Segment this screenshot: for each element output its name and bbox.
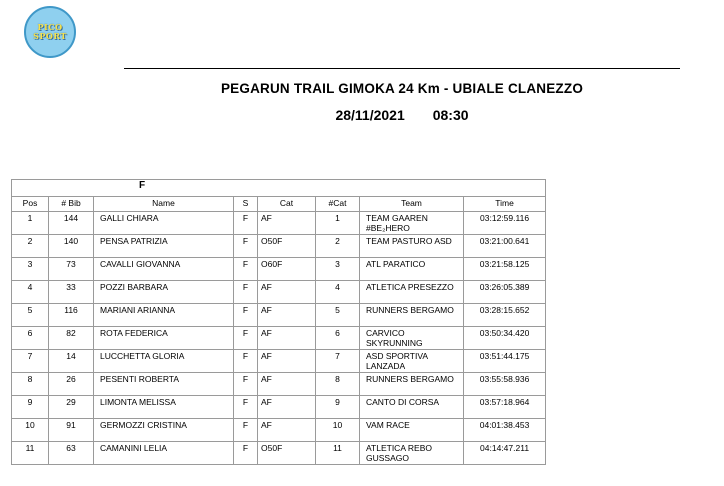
cell-name: MARIANI ARIANNA — [94, 304, 234, 327]
cell-time: 03:12:59.116 — [464, 212, 546, 235]
cell-bib: 144 — [49, 212, 94, 235]
cell-name: PESENTI ROBERTA — [94, 373, 234, 396]
cell-sex: F — [234, 442, 258, 465]
table-row — [12, 304, 546, 327]
cell-pos: 8 — [12, 373, 49, 396]
cell-cat: AF — [258, 373, 316, 396]
cell-sex: F — [234, 350, 258, 373]
table-row — [12, 373, 546, 396]
cell-team: RUNNERS BERGAMO — [360, 304, 464, 327]
cell-name: GERMOZZI CRISTINA — [94, 419, 234, 442]
cell-bib: 29 — [49, 396, 94, 419]
table-row — [12, 327, 546, 350]
logo-text-line2: SPORT — [33, 31, 67, 41]
cell-catpos: 3 — [316, 258, 360, 281]
cell-team: TEAM PASTURO ASD — [360, 235, 464, 258]
cell-pos: 7 — [12, 350, 49, 373]
cell-time: 03:55:58.936 — [464, 373, 546, 396]
cell-team: CANTO DI CORSA — [360, 396, 464, 419]
cell-pos: 4 — [12, 281, 49, 304]
cell-team: VAM RACE — [360, 419, 464, 442]
cell-cat: AF — [258, 396, 316, 419]
cell-bib: 26 — [49, 373, 94, 396]
cell-time: 04:01:38.453 — [464, 419, 546, 442]
pico-sport-logo — [24, 6, 76, 58]
col-time: Time — [464, 197, 546, 212]
col-team: Team — [360, 197, 464, 212]
cell-bib: 140 — [49, 235, 94, 258]
category-label: F — [12, 180, 546, 197]
column-header-row — [12, 197, 546, 212]
cell-name: CAVALLI GIOVANNA — [94, 258, 234, 281]
cell-name: LUCCHETTA GLORIA — [94, 350, 234, 373]
cell-pos: 6 — [12, 327, 49, 350]
cell-bib: 73 — [49, 258, 94, 281]
cell-sex: F — [234, 258, 258, 281]
col-pos: Pos — [12, 197, 49, 212]
cell-name: CAMANINI LELIA — [94, 442, 234, 465]
cell-pos: 3 — [12, 258, 49, 281]
cell-team: TEAM GAAREN #BE₂HERO — [360, 212, 464, 235]
cell-pos: 9 — [12, 396, 49, 419]
cell-pos: 1 — [12, 212, 49, 235]
cell-team: ATL PARATICO — [360, 258, 464, 281]
cell-time: 03:57:18.964 — [464, 396, 546, 419]
cell-catpos: 1 — [316, 212, 360, 235]
cell-bib: 14 — [49, 350, 94, 373]
cell-catpos: 11 — [316, 442, 360, 465]
cell-team: RUNNERS BERGAMO — [360, 373, 464, 396]
race-time: 08:30 — [432, 107, 469, 123]
table-row — [12, 396, 546, 419]
cell-cat: O50F — [258, 235, 316, 258]
cell-pos: 10 — [12, 419, 49, 442]
results-table — [11, 179, 546, 465]
cell-pos: 11 — [12, 442, 49, 465]
cell-bib: 33 — [49, 281, 94, 304]
col-sex: S — [234, 197, 258, 212]
cell-catpos: 2 — [316, 235, 360, 258]
cell-sex: F — [234, 212, 258, 235]
cell-catpos: 10 — [316, 419, 360, 442]
cell-cat: AF — [258, 350, 316, 373]
table-row — [12, 281, 546, 304]
cell-sex: F — [234, 419, 258, 442]
cell-cat: AF — [258, 281, 316, 304]
cell-team: CARVICO SKYRUNNING — [360, 327, 464, 350]
cell-time: 03:51:44.175 — [464, 350, 546, 373]
category-header-row — [12, 180, 546, 197]
cell-time: 03:21:00.641 — [464, 235, 546, 258]
cell-team: ASD SPORTIVA LANZADA — [360, 350, 464, 373]
cell-sex: F — [234, 327, 258, 350]
table-row — [12, 212, 546, 235]
cell-time: 03:28:15.652 — [464, 304, 546, 327]
table-row — [12, 350, 546, 373]
cell-catpos: 6 — [316, 327, 360, 350]
cell-sex: F — [234, 396, 258, 419]
cell-catpos: 8 — [316, 373, 360, 396]
table-row — [12, 419, 546, 442]
cell-name: ROTA FEDERICA — [94, 327, 234, 350]
cell-sex: F — [234, 281, 258, 304]
cell-catpos: 4 — [316, 281, 360, 304]
cell-cat: AF — [258, 327, 316, 350]
header-divider — [124, 68, 680, 69]
cell-team: ATLETICA REBO GUSSAGO — [360, 442, 464, 465]
cell-name: POZZI BARBARA — [94, 281, 234, 304]
table-row — [12, 258, 546, 281]
table-row — [12, 235, 546, 258]
cell-time: 04:14:47.211 — [464, 442, 546, 465]
col-catpos: #Cat — [316, 197, 360, 212]
cell-pos: 2 — [12, 235, 49, 258]
cell-cat: AF — [258, 304, 316, 327]
col-bib: # Bib — [49, 197, 94, 212]
race-title: PEGARUN TRAIL GIMOKA 24 Km - UBIALE CLANEZZO — [220, 81, 584, 96]
cell-time: 03:50:34.420 — [464, 327, 546, 350]
cell-time: 03:26:05.389 — [464, 281, 546, 304]
col-name: Name — [94, 197, 234, 212]
cell-catpos: 9 — [316, 396, 360, 419]
cell-team: ATLETICA PRESEZZO — [360, 281, 464, 304]
cell-pos: 5 — [12, 304, 49, 327]
cell-sex: F — [234, 373, 258, 396]
cell-name: PENSA PATRIZIA — [94, 235, 234, 258]
cell-cat: AF — [258, 419, 316, 442]
cell-cat: O60F — [258, 258, 316, 281]
cell-time: 03:21:58.125 — [464, 258, 546, 281]
cell-cat: AF — [258, 212, 316, 235]
cell-sex: F — [234, 235, 258, 258]
cell-name: LIMONTA MELISSA — [94, 396, 234, 419]
race-datetime — [124, 107, 680, 123]
cell-bib: 63 — [49, 442, 94, 465]
race-date: 28/11/2021 — [335, 107, 405, 123]
cell-bib: 82 — [49, 327, 94, 350]
cell-bib: 116 — [49, 304, 94, 327]
cell-bib: 91 — [49, 419, 94, 442]
cell-catpos: 7 — [316, 350, 360, 373]
col-cat: Cat — [258, 197, 316, 212]
cell-catpos: 5 — [316, 304, 360, 327]
cell-cat: O50F — [258, 442, 316, 465]
cell-name: GALLI CHIARA — [94, 212, 234, 235]
logo-text-line1: PICO — [37, 22, 63, 32]
table-row — [12, 442, 546, 465]
cell-sex: F — [234, 304, 258, 327]
